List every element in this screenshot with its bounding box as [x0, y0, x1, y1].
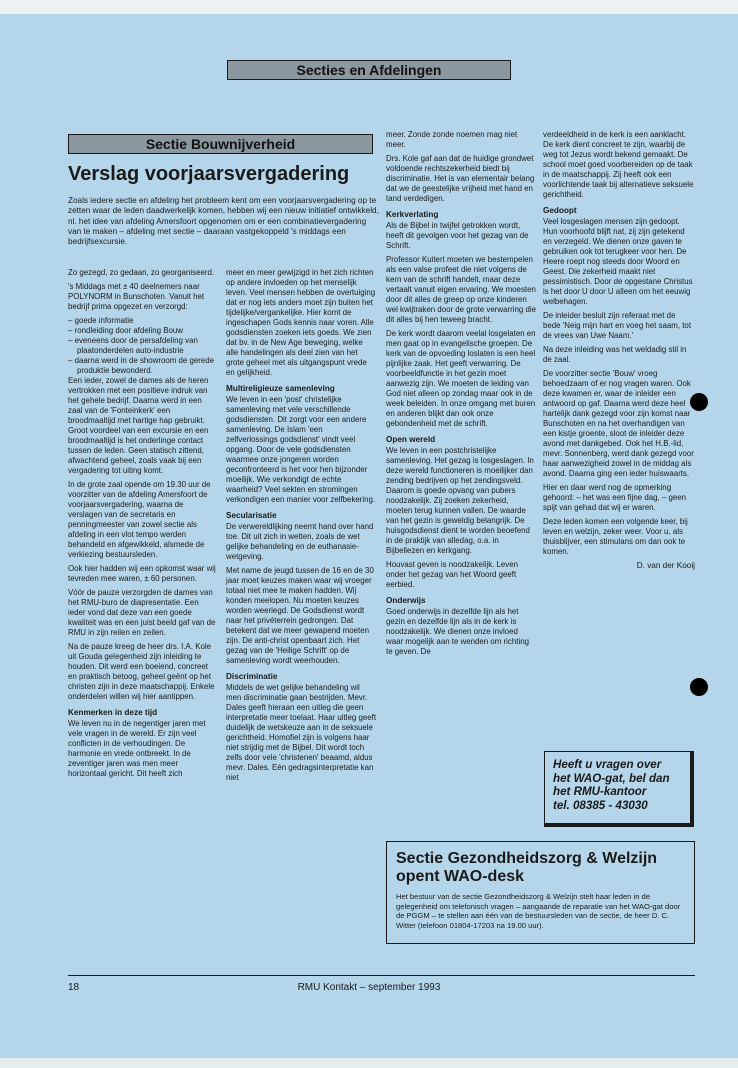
paragraph: Ook hier hadden wij een opkomst waar wij tevreden mee waren, ± 60 personen. — [68, 564, 216, 583]
paragraph: Drs. Kole gaf aan dat de huidige grondwet voldoende rechtszekerheid biedt bij discriminatie. Het is van elementair belang dat we de geestelijke vrijheid met hand en tand verdedigen. — [386, 154, 535, 203]
paragraph: Hier en daar werd nog de opmerking gehoord: – het was een fijne dag, – geen spijt van gehad dat wij er waren. — [543, 483, 687, 512]
paragraph: Goed onderwijs in dezelfde lijn als het gezin en dezelfde lijn als in de kerk is noodzakelijk. We dienen onze invloed waar mogelijk aan te wenden om richting te geven. De — [386, 607, 529, 656]
section-label: Sectie Bouwnijverheid — [68, 134, 373, 154]
subheading: Multireligieuze samenleving — [226, 384, 335, 393]
paragraph: Na deze inleiding was het weldadig stil in de zaal. — [543, 345, 687, 364]
program-list — [68, 316, 218, 376]
subheading: Open wereld — [386, 435, 436, 444]
paragraph: We leven in een 'post' christelijke samenleving met vele verschillende godsdiensten. Dit zorgt voor een andere samenleving. De Islam 'een zelfverlossings godsdienst' vindt veel opgang. Door de vele godsdiensten waarmee onze jongeren worden geconfronteerd is het voor hen bijzonder moeilijk. Wie verkondigt de echte waarheid? Veel sekten en stromingen verkondigen een manier voor zelfbekering. — [226, 395, 376, 504]
paragraph: verdeeldheid in de kerk is een aanklacht. De kerk dient concreet te zijn, waarbij de weg tot Jezus wordt bekend gemaakt. De school moet goed voorbereiden op de taak in de maatschappij. Zij heeft ook een voorlichtende taak bij alternatieve seksuele gerichtheid. — [543, 130, 694, 199]
list-item: – eveneens door de persafdeling van plaatonderdelen auto-industrie — [68, 336, 198, 355]
footer-text: RMU Kontakt – september 1993 — [297, 982, 441, 993]
scan-edge-bottom — [0, 1058, 738, 1068]
article-lead: Zoals iedere sectie en afdeling het probleem kent om een voorjaarsvergadering op te zetten waar de leden daadwerkelijk komen, hebben wij een nieuw initiatief ontwikkeld, nl. het idee van afdeling Amersfoort opgenomen om er een combinatievergadering van te maken – afdeling met sectie – daaraan vastgekoppeld 's middags een bedrijfsexcursie. — [68, 196, 379, 247]
wao-callout-box — [544, 751, 694, 827]
list-item: – daarna werd in de showroom de gerede produktie bewonderd. — [68, 356, 215, 375]
paragraph: Deze leden komen een volgende keer, bij leven en welzijn, zeker weer. Voor u, als thuisblijver, een stimulans om dan ook te komen. — [543, 517, 688, 556]
list-item: – rondleiding door afdeling Bouw — [68, 326, 183, 335]
paragraph: Met name de jeugd tussen de 16 en de 30 jaar moet keuzes maken waar wij vroeger totaal niet mee te maken hadden. Wij konden meelopen. Nu moeten keuzes worden weerlegd. De Godsdienst wordt naar het privéterrein gedrongen. Dat betekent dat we meer gewapend moeten zijn. De anti-christ openbaart zich. Het gezag van de 'Heilige Schrift' op de samenleving wordt weerhouden. — [226, 566, 374, 665]
column-2 — [226, 268, 376, 787]
paragraph: De kerk wordt daarom veelal losgelaten en men gaat op in evangelische groepen. De kerk van de opvoeding loslaten is een heel pijnlijke zaak. Het geeft verwarring. De voorbeeldfunctie in het gezin moet aanwezig zijn. We moeten de leiding van God niet alleen op zondag maar ook in de week beleiden. In onze omgang met buren en anderen blijkt dan ook onze gebondenheid met de schrift. — [386, 329, 536, 428]
paragraph: meer. Zonde zonde noemen mag niet meer. — [386, 130, 518, 149]
wao-title: Sectie Gezondheidszorg & Welzijn opent WAO-desk — [396, 850, 658, 885]
paragraph: In de grote zaal opende om 19.30 uur de voorzitter van de afdeling Amersfoort de voorjaarsvergadering, waarna de verslagen van de secretaris en penningmeester van zowel sectie als afdeling in een vlot tempo werden behandeld en afgewikkeld, alsmede de verkiezing bestuursleden. — [68, 480, 211, 559]
author-signature: D. van der Kooij — [636, 561, 695, 570]
paragraph: Als de Bijbel in twijfel getrokken wordt, heeft dit gevolgen voor het gezag van de Schrift. — [386, 221, 529, 250]
binder-hole — [690, 393, 708, 411]
column-3 — [386, 130, 536, 661]
subheading: Kenmerken in deze tijd — [68, 708, 158, 717]
footer-rule — [68, 975, 695, 976]
paragraph: Middels de wet gelijke behandeling wil men discriminatie gaan bestrijden. Mevr. Dales geeft hieraan een uitleg die geen interpretatie meer toelaat. Haar uitleg geeft duidelijk de wetskeuze aan in de seksuele gerichtheid. Homofiel zijn is volgens haar niet strijdig met de Bijbel. Dit wordt toch zelfs door vele 'christenen' beaamd, aldus mevr. Dales. Eén gedragsinterpretatie kan niet — [226, 683, 377, 782]
callout-line: Heeft u vragen over — [553, 758, 662, 771]
paragraph: De voorzitter sectie 'Bouw' vroeg behoedzaam of er nog vragen waren. Ook deze kwamen er, waar de inleider een antwoord op gaf. Daarna werd deze heel hartelijk dank gezegd voor zijn komst naar Bunschoten en na het overhandigen van een kistje groente, sloot de inleider deze avond met dankgebed. Ook het H.B.-lid, mevr. Sonnenberg, werd dank gezegd voor haar aanwezigheid zowel in de middag als avond. Daarna ging een ieder huiswaarts. — [543, 369, 694, 478]
column-1 — [68, 268, 218, 783]
page-number: 18 — [68, 982, 80, 993]
paragraph: Een ieder, zowel de dames als de heren vertrokken met een positieve indruk van het gehele bedrijf. Daarna werd in een zaal van de 'Fonteinkerk' een broodmaaltijd met hartige hap gebruikt. Groot voordeel van een excursie en een broodmaaltijd is het onderlinge contact tussen de leden. Geen statisch zittend, afwachtend geheel, zoals vaak bij een vergadering tot uiting komt. — [68, 376, 209, 475]
paragraph: De inleider besluit zijn referaat met de bede 'Neig mijn hart en voeg het saam, tot de vrees van Uwe Naam.' — [543, 311, 692, 340]
article-title: Verslag voorjaarsvergadering — [68, 163, 350, 185]
paragraph: We leven in een postchristelijke samenleving. Het gezag is losgeslagen. In deze wereld functioneren is moeilijker dan zending bedrijven op het zendingsveld. Daarom is goede opvang van pubers noodzakelijk. Zij zoeken zekerheid, moeten terug kunnen vallen. De waarde van het gezin is geweldig belangrijk. De huisgodsdienst dient te worden beoefend in de praktijk van alledag, o.a. in Bijbellezen en kerkgang. — [386, 446, 534, 555]
section-banner: Secties en Afdelingen — [227, 60, 511, 80]
paragraph: Na de pauze kreeg de heer drs. I.A. Kole uit Gouda gelegenheid zijn inleiding te houden. Dit werd een boeiend, concreet en praktisch betoog, geheel geënt op het christen zijn in deze maatschappij. Enkele onderdelen willen wij hier aantippen. — [68, 642, 215, 701]
subheading: Onderwijs — [386, 596, 426, 605]
paragraph: Veel losgeslagen mensen zijn gedoopt. Hun voorhoofd blijft nat, zij zijn getekend en verzegeld. We dienen onze gaven te gebruiken ook tot terugkeer voor hen. De Heere roept nog steeds door Woord en Geest. Die zekerheid maakt niet pessimistisch. Door de opgestane Christus is het door U door U alleen om het eeuwig welbehagen. — [543, 217, 693, 306]
paragraph: We leven nu in de negentiger jaren met vele vragen in de wereld. Er zijn veel conflicten in de verhoudingen. De harmonie en vrede ontbreekt. In de zeventiger jaren was men meer horizontaal gericht. Dit heeft zich — [68, 719, 206, 778]
callout-line: het WAO-gat, bel dan — [553, 771, 670, 785]
subheading: Secularisatie — [226, 511, 277, 520]
paragraph: Zo gezegd, zo gedaan, zo georganiseerd. — [68, 268, 215, 277]
wao-desk-box — [386, 841, 695, 944]
list-item: – goede informatie — [68, 316, 134, 325]
callout-phone: tel. 08385 - 43030 — [553, 798, 648, 812]
paragraph: 's Middags met ± 40 deelnemers naar POLYNORM in Bunschoten. Vanuit het bedrijf prima opgezet en verzorgd: — [68, 282, 205, 311]
callout-line: het RMU-kantoor — [553, 785, 647, 798]
paragraph: Vóór de pauze verzorgden de dames van het RMU-buro de diapresentatie. Een ieder vond dat deze van een goede kwaliteit was en een juist beeld gaf van de RMU in zijn reilen en zeilen. — [68, 588, 216, 637]
paragraph: meer en meer gewijzigd in het zich richten op andere invloeden op het menselijk leven. Veel mensen hebben de overtuiging dat er nog iets anders moet zijn buiten het tijdelijke/vergankelijke. Hier komt de ingeschapen Gods kennis naar voren. Alle godsdiensten zoeken iets goeds. We zien dat bv. in de New Age beweging, welke alle handelingen als deel zien van het grote geheel met als uitgangspunt vrede en gelijkheid. — [226, 268, 376, 377]
subheading: Kerkverlating — [386, 210, 439, 219]
column-4 — [543, 130, 695, 575]
binder-hole — [690, 678, 708, 696]
paragraph: Professor Kuitert moeten we bestempelen als een valse profeet die niet volgens de kern van de schrift handelt, maar deze vertaalt vanuit eigen ervaring. We moesten door dit alles de greep op onze kinderen wel kwijtraken door de grote verwarring die dit alles bij hen teweeg bracht. — [386, 255, 536, 324]
subheading: Gedoopt — [543, 206, 577, 215]
scan-edge-top — [0, 0, 738, 14]
paragraph: De verwereldlijking neemt hand over hand toe. Dit uit zich in wetten, zoals de wet gelijke behandeling en de euthanasie-wetgeving. — [226, 522, 374, 561]
wao-body: Het bestuur van de sectie Gezondheidszorg & Welzijn stelt haar leden in de gelegenheid om telefonisch vragen – aangaande de reparatie van het WAO-gat door de PGGM – te stellen aan één van de bestuursleden van de sectie, de heer D. C. Witter (telefoon 01804-17203 na 19.00 uur). — [396, 892, 681, 930]
paragraph: Houvast geven is noodzakelijk. Leven onder het gezag van het Woord geeft eerbied. — [386, 560, 519, 589]
subheading: Discriminatie — [226, 672, 278, 681]
